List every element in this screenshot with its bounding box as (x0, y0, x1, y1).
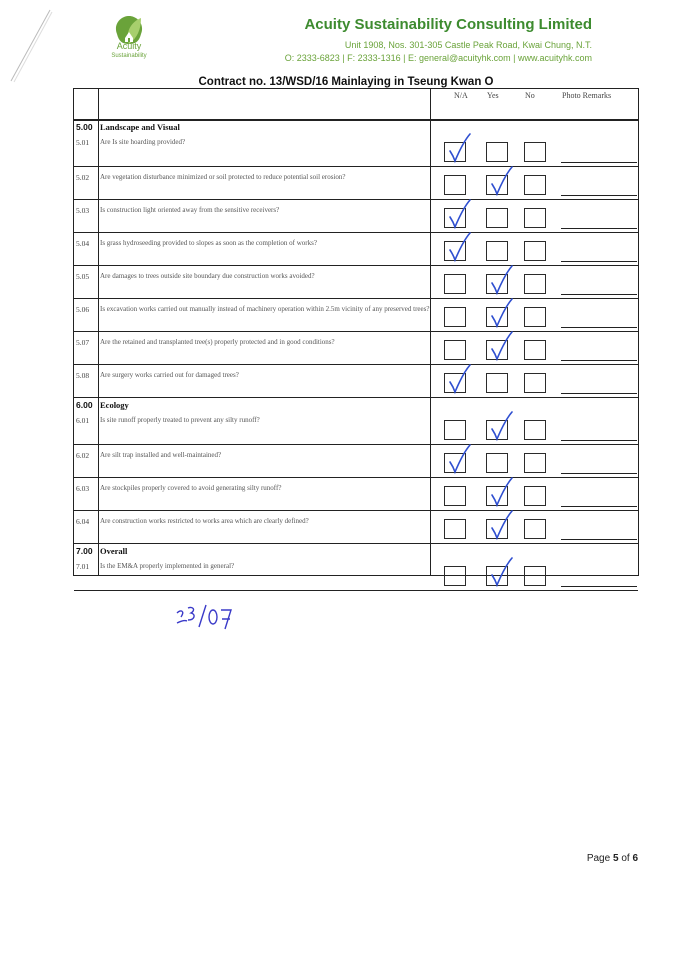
section-title: Ecology (100, 400, 129, 410)
checkbox-no[interactable] (524, 142, 546, 162)
checkbox-na[interactable] (444, 208, 466, 228)
checkbox-no[interactable] (524, 274, 546, 294)
checkbox-yes[interactable] (486, 274, 508, 294)
item-number: 5.02 (76, 173, 90, 182)
checkbox-na[interactable] (444, 175, 466, 195)
section-number: 7.00 (76, 546, 93, 556)
item-number: 5.03 (76, 206, 90, 215)
col-header-yes: Yes (487, 91, 499, 100)
item-number: 5.07 (76, 338, 90, 347)
scan-artifact (8, 8, 53, 83)
checkbox-na[interactable] (444, 142, 466, 162)
item-question: Is grass hydroseeding provided to slopes as soon as the completion of works? (100, 239, 317, 247)
checklist-row (74, 544, 638, 590)
checkbox-no[interactable] (524, 340, 546, 360)
photo-remarks-line[interactable] (561, 393, 637, 394)
page-number (587, 853, 638, 864)
photo-remarks-line[interactable] (561, 261, 637, 262)
checklist-row (74, 167, 638, 199)
item-number: 7.01 (76, 562, 90, 571)
checkbox-na[interactable] (444, 373, 466, 393)
checklist-row (74, 200, 638, 232)
checkbox-no[interactable] (524, 486, 546, 506)
item-question: Are construction works restricted to works area which are clearly defined? (100, 517, 309, 525)
checklist-row (74, 511, 638, 543)
checkbox-yes[interactable] (486, 307, 508, 327)
item-number: 5.08 (76, 371, 90, 380)
contract-title: Contract no. 13/WSD/16 Mainlaying in Tseung Kwan O (198, 76, 494, 88)
page-current: 5 (612, 853, 619, 864)
checklist-row (74, 266, 638, 298)
item-question: Is site runoff properly treated to prevent any silty runoff? (100, 416, 260, 424)
logo-subname: Sustainability (111, 53, 147, 59)
item-question: Are silt trap installed and well-maintained? (100, 451, 222, 459)
section-title: Landscape and Visual (100, 122, 180, 132)
photo-remarks-line[interactable] (561, 327, 637, 328)
section-title: Overall (100, 546, 128, 556)
col-header-na: N/A (454, 91, 468, 100)
checklist-row (74, 398, 638, 444)
col-header-photo-remarks: Photo Remarks (562, 91, 612, 100)
checkbox-yes[interactable] (486, 486, 508, 506)
checkbox-no[interactable] (524, 453, 546, 473)
checkbox-no[interactable] (524, 208, 546, 228)
item-number: 6.04 (76, 517, 90, 526)
checkbox-na[interactable] (444, 307, 466, 327)
item-question: Are damages to trees outside site boundary due construction works avoided? (100, 272, 315, 280)
checklist-row (74, 233, 638, 265)
photo-remarks-line[interactable] (561, 539, 637, 540)
checkbox-yes[interactable] (486, 566, 508, 586)
item-number: 6.03 (76, 484, 90, 493)
photo-remarks-line[interactable] (561, 228, 637, 229)
checkbox-na[interactable] (444, 453, 466, 473)
checkbox-na[interactable] (444, 340, 466, 360)
photo-remarks-line[interactable] (561, 294, 637, 295)
checkbox-yes[interactable] (486, 519, 508, 539)
checklist-table (73, 88, 639, 576)
logo-name: Acuity (116, 41, 142, 51)
item-number: 5.06 (76, 305, 90, 314)
handwritten-date (175, 603, 235, 631)
item-number: 6.01 (76, 416, 90, 425)
item-number: 5.01 (76, 138, 90, 147)
checkbox-yes[interactable] (486, 175, 508, 195)
checkbox-yes[interactable] (486, 340, 508, 360)
item-number: 5.04 (76, 239, 90, 248)
checkbox-yes[interactable] (486, 373, 508, 393)
checklist-row (74, 332, 638, 364)
checkbox-na[interactable] (444, 420, 466, 440)
checkbox-no[interactable] (524, 175, 546, 195)
page-total: 6 (632, 853, 638, 864)
checkbox-yes[interactable] (486, 241, 508, 261)
photo-remarks-line[interactable] (561, 473, 637, 474)
checkbox-no[interactable] (524, 519, 546, 539)
photo-remarks-line[interactable] (561, 162, 637, 163)
checkbox-na[interactable] (444, 241, 466, 261)
item-question: Are stockpiles properly covered to avoid generating silty runoff? (100, 484, 282, 492)
photo-remarks-line[interactable] (561, 195, 637, 196)
checkbox-na[interactable] (444, 486, 466, 506)
item-number: 5.05 (76, 272, 90, 281)
logo-text (95, 41, 163, 61)
checkbox-yes[interactable] (486, 208, 508, 228)
checkbox-no[interactable] (524, 307, 546, 327)
item-question: Is construction light oriented away from the sensitive receivers? (100, 206, 280, 214)
checklist-row (74, 299, 638, 331)
checkbox-yes[interactable] (486, 420, 508, 440)
photo-remarks-line[interactable] (561, 586, 637, 587)
photo-remarks-line[interactable] (561, 360, 637, 361)
checklist-row (74, 365, 638, 397)
page-label: Page (586, 853, 611, 864)
item-question: Are the retained and transplanted tree(s) properly protected and in good conditions? (100, 338, 335, 346)
item-question: Are Is site hoarding provided? (100, 138, 186, 146)
checkbox-yes[interactable] (486, 453, 508, 473)
page-of: of (621, 853, 630, 864)
checklist-row (74, 445, 638, 477)
col-header-no: No (525, 91, 535, 100)
checkbox-no[interactable] (524, 241, 546, 261)
company-address: Unit 1908, Nos. 301-305 Castle Peak Road, Kwai Chung, N.T. (344, 40, 592, 50)
checklist-row (74, 478, 638, 510)
item-question: Is excavation works carried out manually instead of machinery operation within 2.5m vicinity of any preserved trees? (100, 305, 430, 313)
checkbox-no[interactable] (524, 566, 546, 586)
section-number: 5.00 (76, 122, 93, 132)
checklist-row (74, 120, 638, 166)
section-number: 6.00 (76, 400, 93, 410)
checkbox-na[interactable] (444, 274, 466, 294)
item-question: Are surgery works carried out for damaged trees? (100, 371, 239, 379)
company-name: Acuity Sustainability Consulting Limited (304, 16, 592, 33)
photo-remarks-line[interactable] (561, 440, 637, 441)
item-question: Are vegetation disturbance minimized or soil protected to reduce potential soil erosion? (100, 173, 346, 181)
item-question: Is the EM&A properly implemented in general? (100, 562, 235, 570)
checkbox-no[interactable] (524, 420, 546, 440)
checkbox-na[interactable] (444, 566, 466, 586)
checkbox-yes[interactable] (486, 142, 508, 162)
checkbox-no[interactable] (524, 373, 546, 393)
company-contact: O: 2333-6823 | F: 2333-1316 | E: general@acuityhk.com | www.acuityhk.com (284, 53, 592, 63)
photo-remarks-line[interactable] (561, 506, 637, 507)
item-number: 6.02 (76, 451, 90, 460)
checkbox-na[interactable] (444, 519, 466, 539)
row-divider (74, 590, 638, 591)
